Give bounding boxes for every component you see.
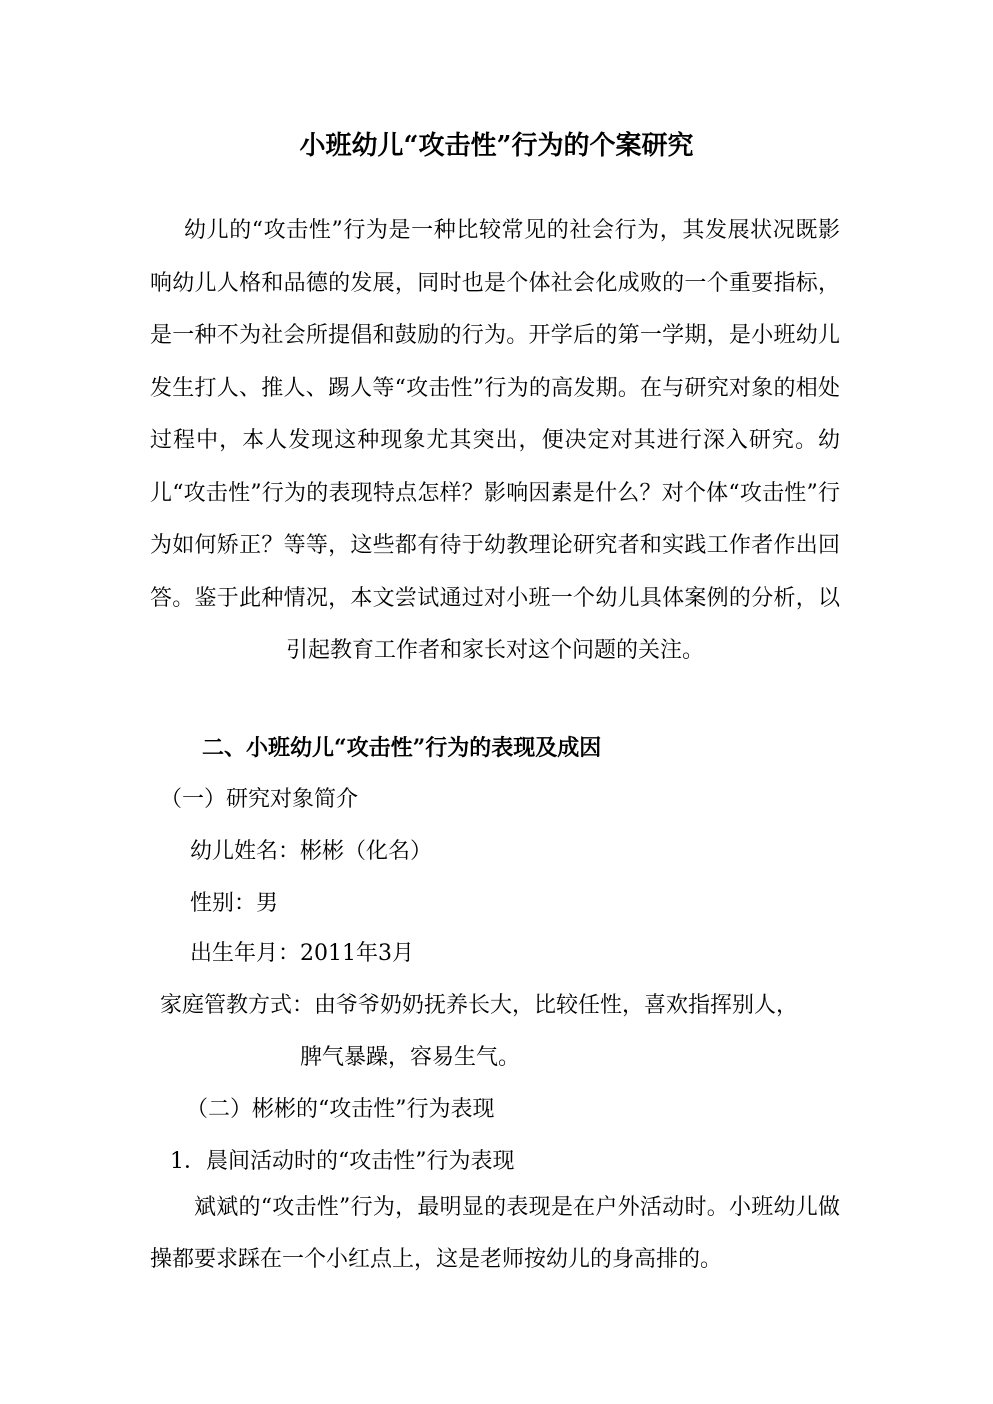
- child-name-line: 幼儿姓名：彬彬（化名）: [190, 839, 433, 864]
- document-title: 小班幼儿“攻击性”行为的个案研究: [299, 131, 694, 161]
- birth-date-line: 出生年月：2011年3月: [190, 941, 414, 966]
- subsection-heading-1: （一）研究对象简介: [160, 787, 359, 812]
- gender-line: 性别：男: [190, 891, 279, 916]
- section-heading-2: 二、小班幼儿“攻击性”行为的表现及成因: [202, 735, 602, 761]
- item-heading-1: 1．晨间活动时的“攻击性”行为表现: [170, 1149, 515, 1174]
- intro-paragraph: 幼儿的“攻击性”行为是一种比较常见的社会行为，其发展状况既影响幼儿人格和品德的发展，同时也是个体社会化成败的一个重要指标，是一种不为社会所提倡和鼓励的行为。开学后的第一学期，是小班幼儿发生打人、推人、踢人等“攻击性”行为的高发期。在与研究对象的相处过程中，本人发现这种现象尤其突出，便决定对其进行深入研究。幼儿“攻击性”行为的表现特点怎样？影响因素是什么？对个体“攻击性”行为如何矫正？等等，这些都有待于幼教理论研究者和实践工作者作出回答。鉴于此种情况，本文尝试通过对小班一个幼儿具体案例的分析，以引起教育工作者和家长对这个问题的关注。: [150, 218, 840, 663]
- family-upbringing-line-2: 脾气暴躁，容易生气。: [300, 1045, 521, 1070]
- family-upbringing-line-1: 家庭管教方式：由爷爷奶奶抚养长大，比较任性，喜欢指挥别人，: [160, 993, 799, 1018]
- subsection-heading-2: （二）彬彬的“攻击性”行为表现: [186, 1097, 495, 1122]
- item-1-paragraph: 斌斌的“攻击性”行为，最明显的表现是在户外活动时。小班幼儿做操都要求踩在一个小红点上，这是老师按幼儿的身高排的。: [150, 1195, 840, 1272]
